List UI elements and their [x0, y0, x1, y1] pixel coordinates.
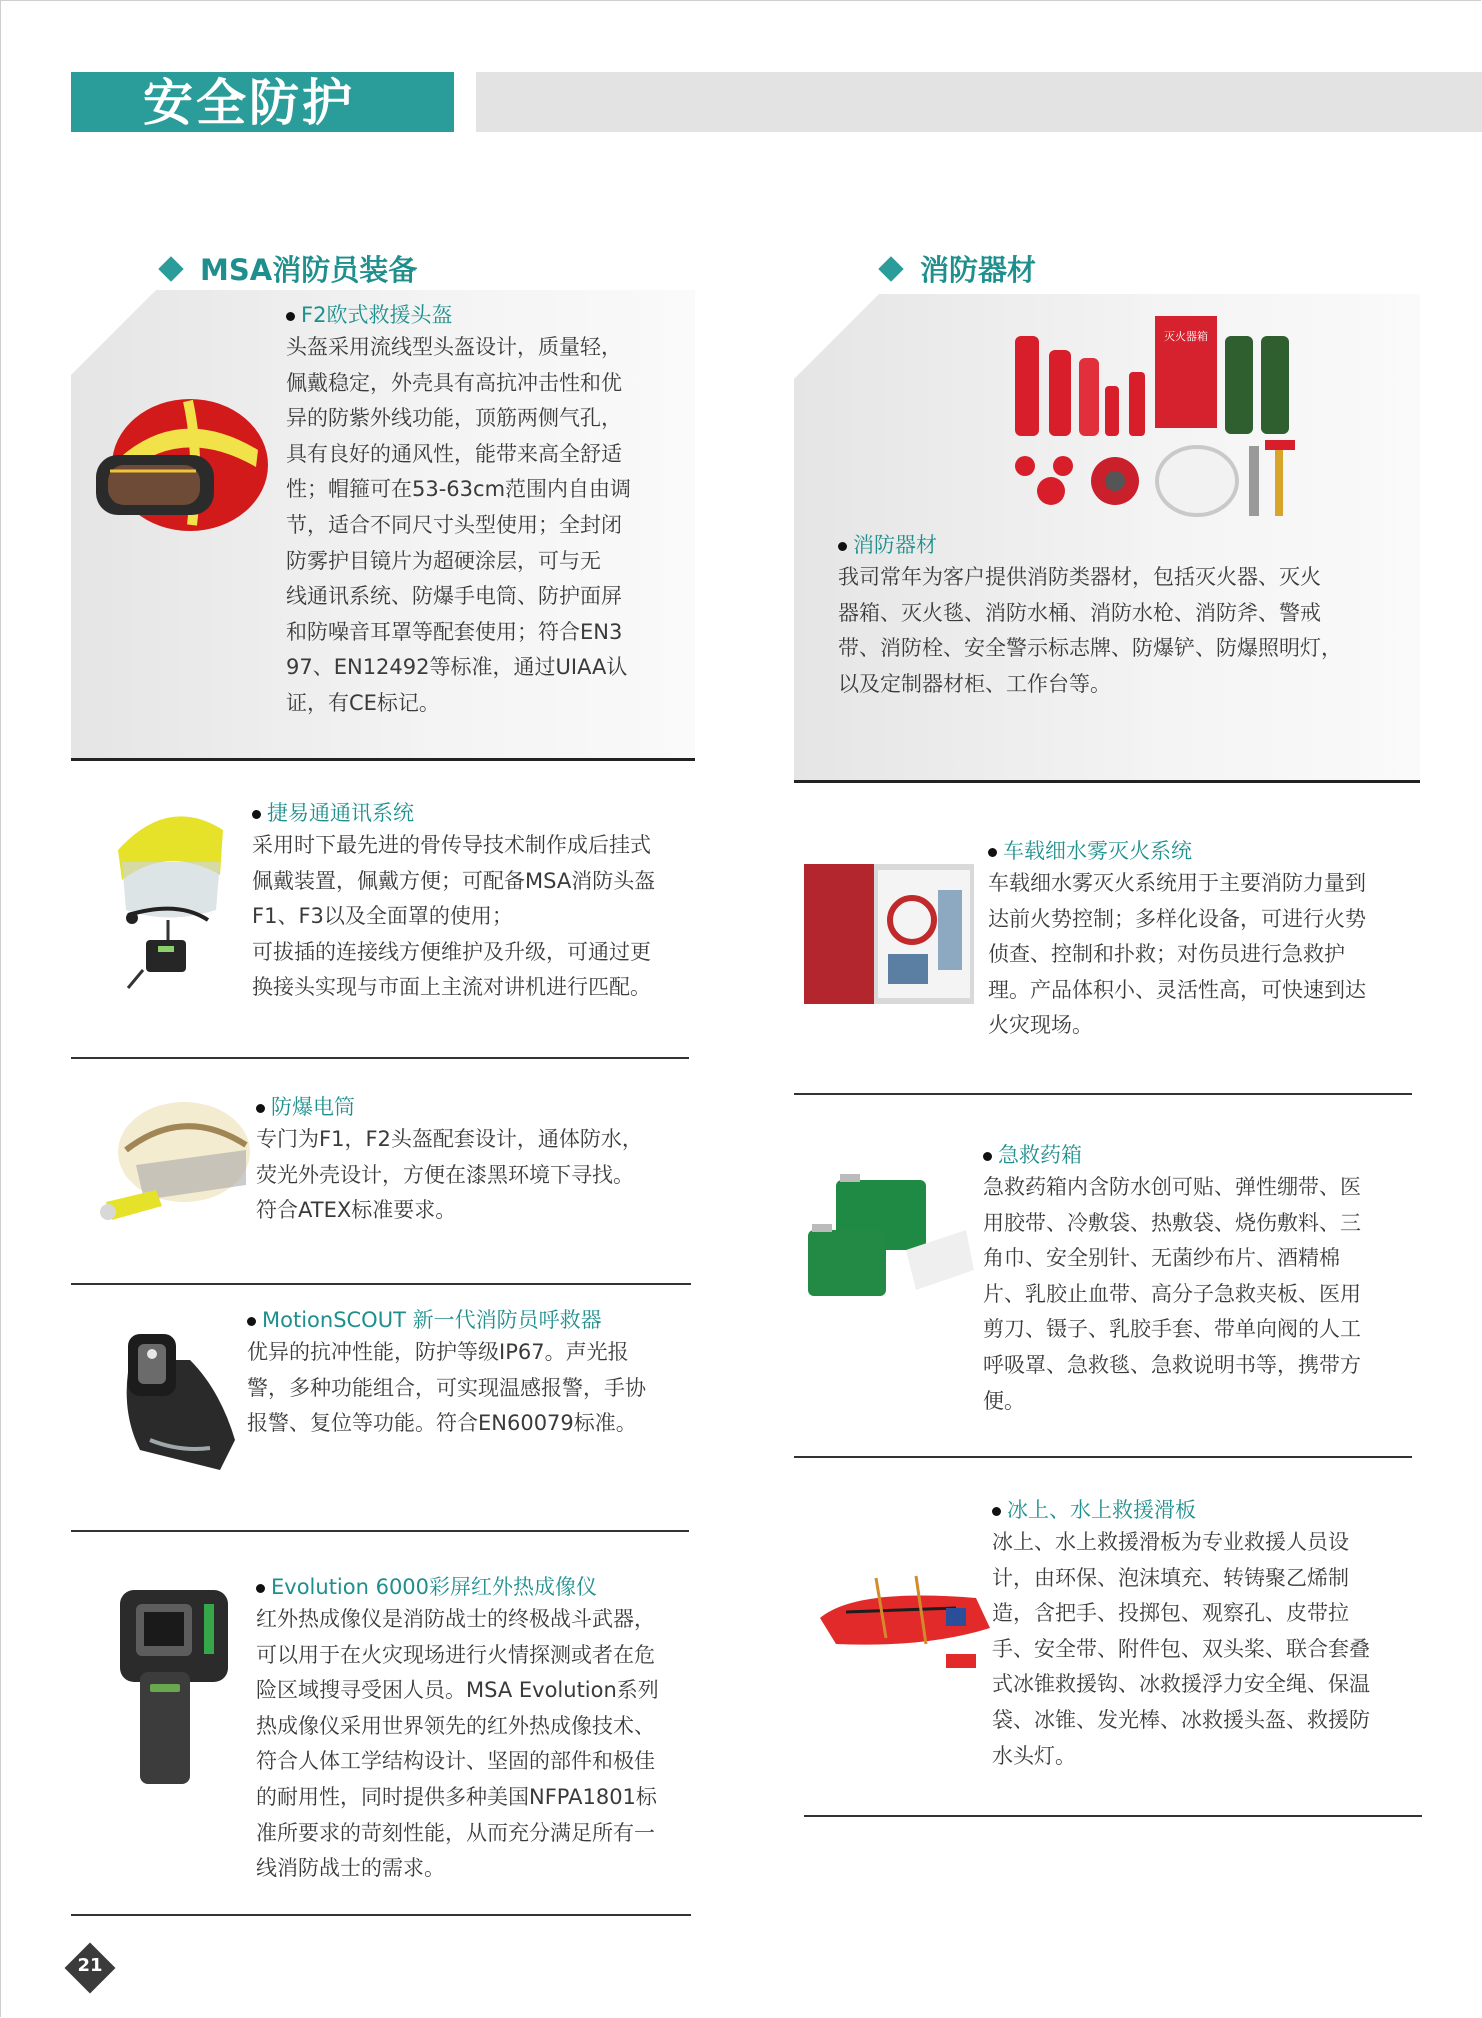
bullet-dot-icon — [992, 1507, 1001, 1516]
divider — [71, 1057, 689, 1059]
distress-alarm-glove-icon — [100, 1320, 236, 1480]
divider — [804, 1815, 1422, 1817]
helmet-description: 头盔采用流线型头盔设计，质量轻， 佩戴稳定，外壳具有高抗冲击性和优 异的防紫外线功能，顶筋两侧气孔， 具有良好的通风性，能带来高全舒适 性；帽箍可在53-63cm范围内自由调 节，适合不同尺寸头型使用；全封闭 防雾护目镜片为超硬涂层，可与无 线通讯系统、防爆手电筒、防护面屏 和防噪音耳罩等配套使用；符合EN3 97、EN12492等标准，通过UIAA认 证，有CE标记。 — [286, 335, 632, 715]
cabinet-label: 灭火器箱 — [1164, 330, 1208, 343]
rescue-sled-icon — [816, 1558, 994, 1678]
title-bar — [476, 72, 1482, 132]
bullet-dot-icon — [286, 312, 295, 321]
page-number: 21 — [77, 1955, 103, 1976]
divider — [794, 780, 1420, 783]
divider — [71, 1530, 689, 1532]
divider — [794, 1093, 1412, 1095]
right-section-heading — [882, 248, 1036, 289]
left-section-title: MSA消防员装备 — [200, 253, 418, 287]
helmet-title: F2欧式救援头盔 — [286, 300, 686, 330]
thermal-imager-title: Evolution 6000彩屏红外热成像仪 — [256, 1572, 706, 1602]
rescue-board-description: 冰上、水上救援滑板为专业救援人员设 计，由环保、泡沫填充、转铸聚乙烯制 造，含把手、投掷包、观察孔、皮带拉 手、安全带、附件包、双头桨、联合套叠 式冰锥救援钩、冰救援浮力安全绳、保温 袋、冰锥、发光棒、冰救援头盔、救援防 水头灯。 — [992, 1530, 1370, 1768]
divider — [71, 1283, 691, 1285]
rescue-board-title: 冰上、水上救援滑板 — [992, 1495, 1422, 1525]
helmet-item — [286, 300, 686, 722]
fire-equipment-item — [838, 530, 1418, 702]
first-aid-title: 急救药箱 — [983, 1140, 1423, 1170]
flashlight-description: 专门为F1，F2头盔配套设计，通体防水， 荧光外壳设计，方便在漆黑环境下寻找。 符合ATEX标准要求。 — [256, 1127, 643, 1223]
thermal-imager-icon — [116, 1588, 232, 1788]
right-section-title: 消防器材 — [920, 253, 1037, 287]
flashlight-title: 防爆电筒 — [256, 1092, 696, 1122]
fire-equipment-description: 我司常年为客户提供消防类器材，包括灭火器、灭火 器箱、灭火毯、消防水桶、消防水枪、消防斧、警戒 带、消防栓、安全警示标志牌、防爆铲、防爆照明灯， 以及定制器材柜、工作台等。 — [838, 565, 1342, 696]
divider — [71, 758, 695, 761]
first-aid-item — [983, 1140, 1423, 1419]
page-title-box — [71, 72, 454, 132]
bullet-dot-icon — [838, 542, 847, 551]
rescue-board-item — [992, 1495, 1422, 1774]
bullet-dot-icon — [252, 810, 261, 819]
motionscout-title: MotionSCOUT 新一代消防员呼救器 — [247, 1305, 697, 1335]
first-aid-kit-icon — [806, 1170, 976, 1310]
fire-equipment-title: 消防器材 — [838, 530, 1418, 560]
motionscout-description: 优异的抗冲性能，防护等级IP67。声光报 警，多种功能组合，可实现温感报警，手协 报警、复位等功能。符合EN60079标准。 — [247, 1340, 646, 1436]
fire-equipment-photo — [1005, 316, 1349, 526]
bullet-dot-icon — [988, 848, 997, 857]
mist-system-description: 车载细水雾灭火系统用于主要消防力量到 达前火势控制；多样化设备，可进行火势 侦查、控制和扑救；对伤员进行急救护 理。产品体积小、灵活性高，可快速到达 火灾现场。 — [988, 871, 1366, 1038]
diamond-bullet-icon — [158, 256, 183, 281]
flashlight-helmet-icon — [96, 1090, 256, 1240]
thermal-imager-description: 红外热成像仪是消防战士的终极战斗武器， 可以用于在火灾现场进行火情探测或者在危 险区域搜寻受困人员。MSA Evolution系列 热成像仪采用世界领先的红外热成像技术、 符合人体工学结构设计、坚固的部件和极佳 的耐用性，同时提供多种美国NFPA1801标 准所要求的苛刻性能，从而充分满足所有一 线消防战士的需求。 — [256, 1607, 659, 1881]
divider — [71, 1914, 691, 1916]
comm-system-title: 捷易通通讯系统 — [252, 798, 702, 828]
comm-system-description: 采用时下最先进的骨传导技术制作成后挂式 佩戴装置，佩戴方便；可配备MSA消防头盔 F1、F3以及全面罩的使用； 可拔插的连接线方便维护及升级，可通过更 换接头实现与市面上主流对讲机进行匹配。 — [252, 833, 656, 1000]
motionscout-item — [247, 1305, 697, 1442]
mist-system-item — [988, 836, 1418, 1044]
bullet-dot-icon — [256, 1104, 265, 1113]
thermal-imager-item — [256, 1572, 706, 1887]
mist-system-title: 车载细水雾灭火系统 — [988, 836, 1418, 866]
rescue-helmet-icon — [88, 385, 274, 535]
left-section-heading — [162, 248, 417, 289]
first-aid-description: 急救药箱内含防水创可贴、弹性绷带、医 用胶带、冷敷袋、热敷袋、烧伤敷料、三 角巾、安全别针、无菌纱布片、酒精棉 片、乳胶止血带、高分子急救夹板、医用 剪刀、镊子、乳胶手套、带单向阀的人工 呼吸罩、急救毯、急救说明书等，携带方 便。 — [983, 1175, 1361, 1413]
page-title: 安全防护 — [143, 74, 355, 132]
bullet-dot-icon — [983, 1152, 992, 1161]
flashlight-item — [256, 1092, 696, 1229]
divider — [794, 1456, 1412, 1458]
bullet-dot-icon — [247, 1317, 256, 1326]
diamond-bullet-icon — [878, 256, 903, 281]
bullet-dot-icon — [256, 1584, 265, 1593]
comm-system-item — [252, 798, 702, 1006]
headset-communication-icon — [108, 790, 238, 990]
mist-extinguishing-system-icon — [802, 850, 976, 1016]
